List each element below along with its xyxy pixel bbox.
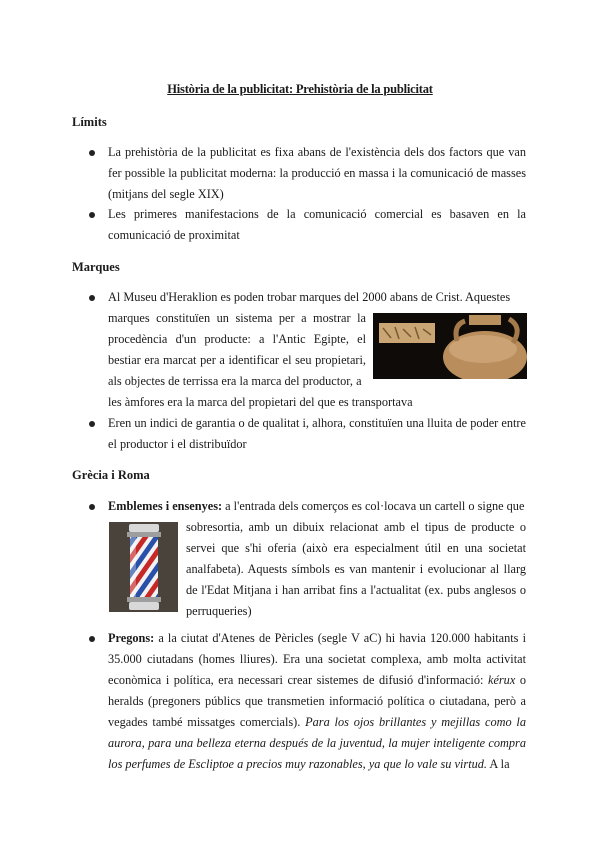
bullet-icon [88, 636, 96, 644]
bullet-icon [88, 150, 96, 158]
bullet-icon [88, 295, 96, 303]
emblemes-first: a l'entrada dels comerços es col·locava un cartell o signe que [222, 499, 525, 513]
pregons-quote: Para los ojos brillantes y mejillas como la aurora, para una belleza eterna después de la juventud, la mujer inteligente compra los perfumes de Escliptoe a precios muy razonables, ya que lo vale su virtud. [108, 715, 526, 771]
barber-pole-icon [109, 522, 178, 612]
marques-bullet-1-wrapped: marques constituïen un sistema per a mostrar la procedència d'un producte: a l'Antic Egipte, el bestiar era marcat per a identificar el seu propietari, als objectes de terrissa era la marca del productor, a [108, 311, 366, 388]
marques-bullet-1-last: les àmfores era la marca del propietari del que es transportava [108, 395, 413, 409]
amphora-icon [373, 313, 527, 379]
pregons-text-2: o heralds (pregoners públics que transmetien informació política o ciutadana, però a vegades també missatges comercials). [108, 673, 526, 729]
marques-bullet-1-line1: Al Museu d'Heraklion es poden trobar marques del 2000 abans de Crist. Aquestes [108, 290, 511, 304]
pregons-kerux: kérux [487, 673, 516, 687]
limits-bullet-2: Les primeres manifestacions de la comunicació comercial es basaven en la comunicació de proximitat [108, 207, 526, 242]
bullet-icon [88, 421, 96, 429]
amphora-image [373, 313, 527, 379]
pregons-text-1: a la ciutat d'Atenes de Pèricles (segle V aC) hi havia 120.000 habitants i 35.000 ciutadans (homes lliures). Era una societat complexa, amb molta activitat econòmica i política, era necessari crear sistemes de difusió d'informació: [108, 631, 526, 687]
pregons-paragraph [108, 628, 526, 775]
pregons-text-3: A la [486, 757, 510, 771]
barber-pole-image [109, 522, 178, 612]
emblemes-line1 [108, 496, 526, 517]
section-heading-limits: Límits [72, 115, 107, 129]
bullet-icon [88, 504, 96, 512]
pregons-label: Pregons: [108, 631, 155, 645]
limits-bullet-1: La prehistòria de la publicitat es fixa abans de l'existència dels dos factors que van fer possible la publicitat moderna: la producció en massa i la comunicació de masses (mitjans del segle XIX) [108, 145, 526, 201]
emblemes-wrapped: sobresortia, amb un dibuix relacionat amb el tipus de producte o servei que s'hi oferia (això era especialment útil en una societat analfabeta). Aquests símbols es van mantenir i evolucionar al llarg de l'Edat Mitjana i han arribat fins a l'actualitat (ex. pubs anglesos o perruqueries) [186, 520, 526, 618]
bullet-icon [88, 212, 96, 220]
section-heading-marques: Marques [72, 260, 120, 274]
marques-bullet-2: Eren un indici de garantia o de qualitat i, alhora, constituïen una lluita de poder entre el productor i el distribuïdor [108, 416, 526, 451]
emblemes-label: Emblemes i ensenyes: [108, 499, 223, 513]
page-title: Història de la publicitat: Prehistòria de la publicitat [167, 82, 433, 96]
section-heading-grecia-roma: Grècia i Roma [72, 468, 150, 482]
